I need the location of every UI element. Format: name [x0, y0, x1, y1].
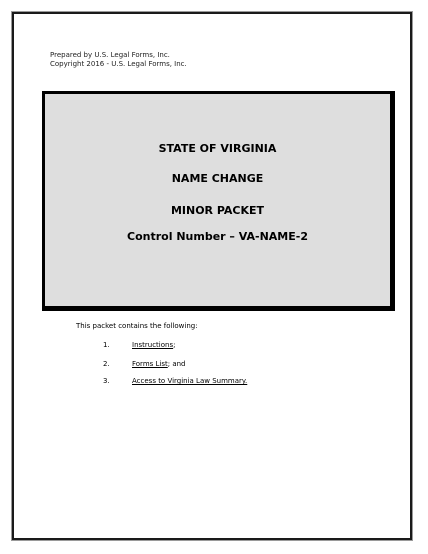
contents-intro: This packet contains the following: [76, 322, 198, 330]
forms-list-link[interactable]: Forms List [132, 360, 168, 368]
list-item [0, 360, 428, 370]
list-item [0, 377, 428, 387]
list-item-number: 2. [103, 360, 110, 368]
header-block [50, 51, 187, 69]
state-title: STATE OF VIRGINIA [158, 142, 277, 155]
list-item-suffix: ; and [167, 360, 186, 368]
list-item-text [132, 377, 247, 386]
copyright-text: Copyright 2016 - U.S. Legal Forms, Inc. [50, 60, 187, 68]
packet-title: MINOR PACKET [170, 204, 265, 217]
list-item-text [132, 360, 186, 369]
list-item [0, 341, 428, 351]
prepared-by-text: Prepared by U.S. Legal Forms, Inc. [50, 51, 170, 59]
instructions-link[interactable]: Instructions [132, 341, 174, 349]
list-item-number: 1. [103, 341, 110, 349]
list-item-text [132, 341, 175, 350]
law-summary-link[interactable]: Access to Virginia Law Summary. [132, 377, 248, 385]
name-change-title: NAME CHANGE [171, 172, 264, 185]
list-item-number: 3. [103, 377, 110, 385]
title-box [42, 91, 395, 311]
control-number: Control Number – VA-NAME-2 [127, 230, 308, 243]
list-item-suffix: ; [173, 341, 176, 349]
